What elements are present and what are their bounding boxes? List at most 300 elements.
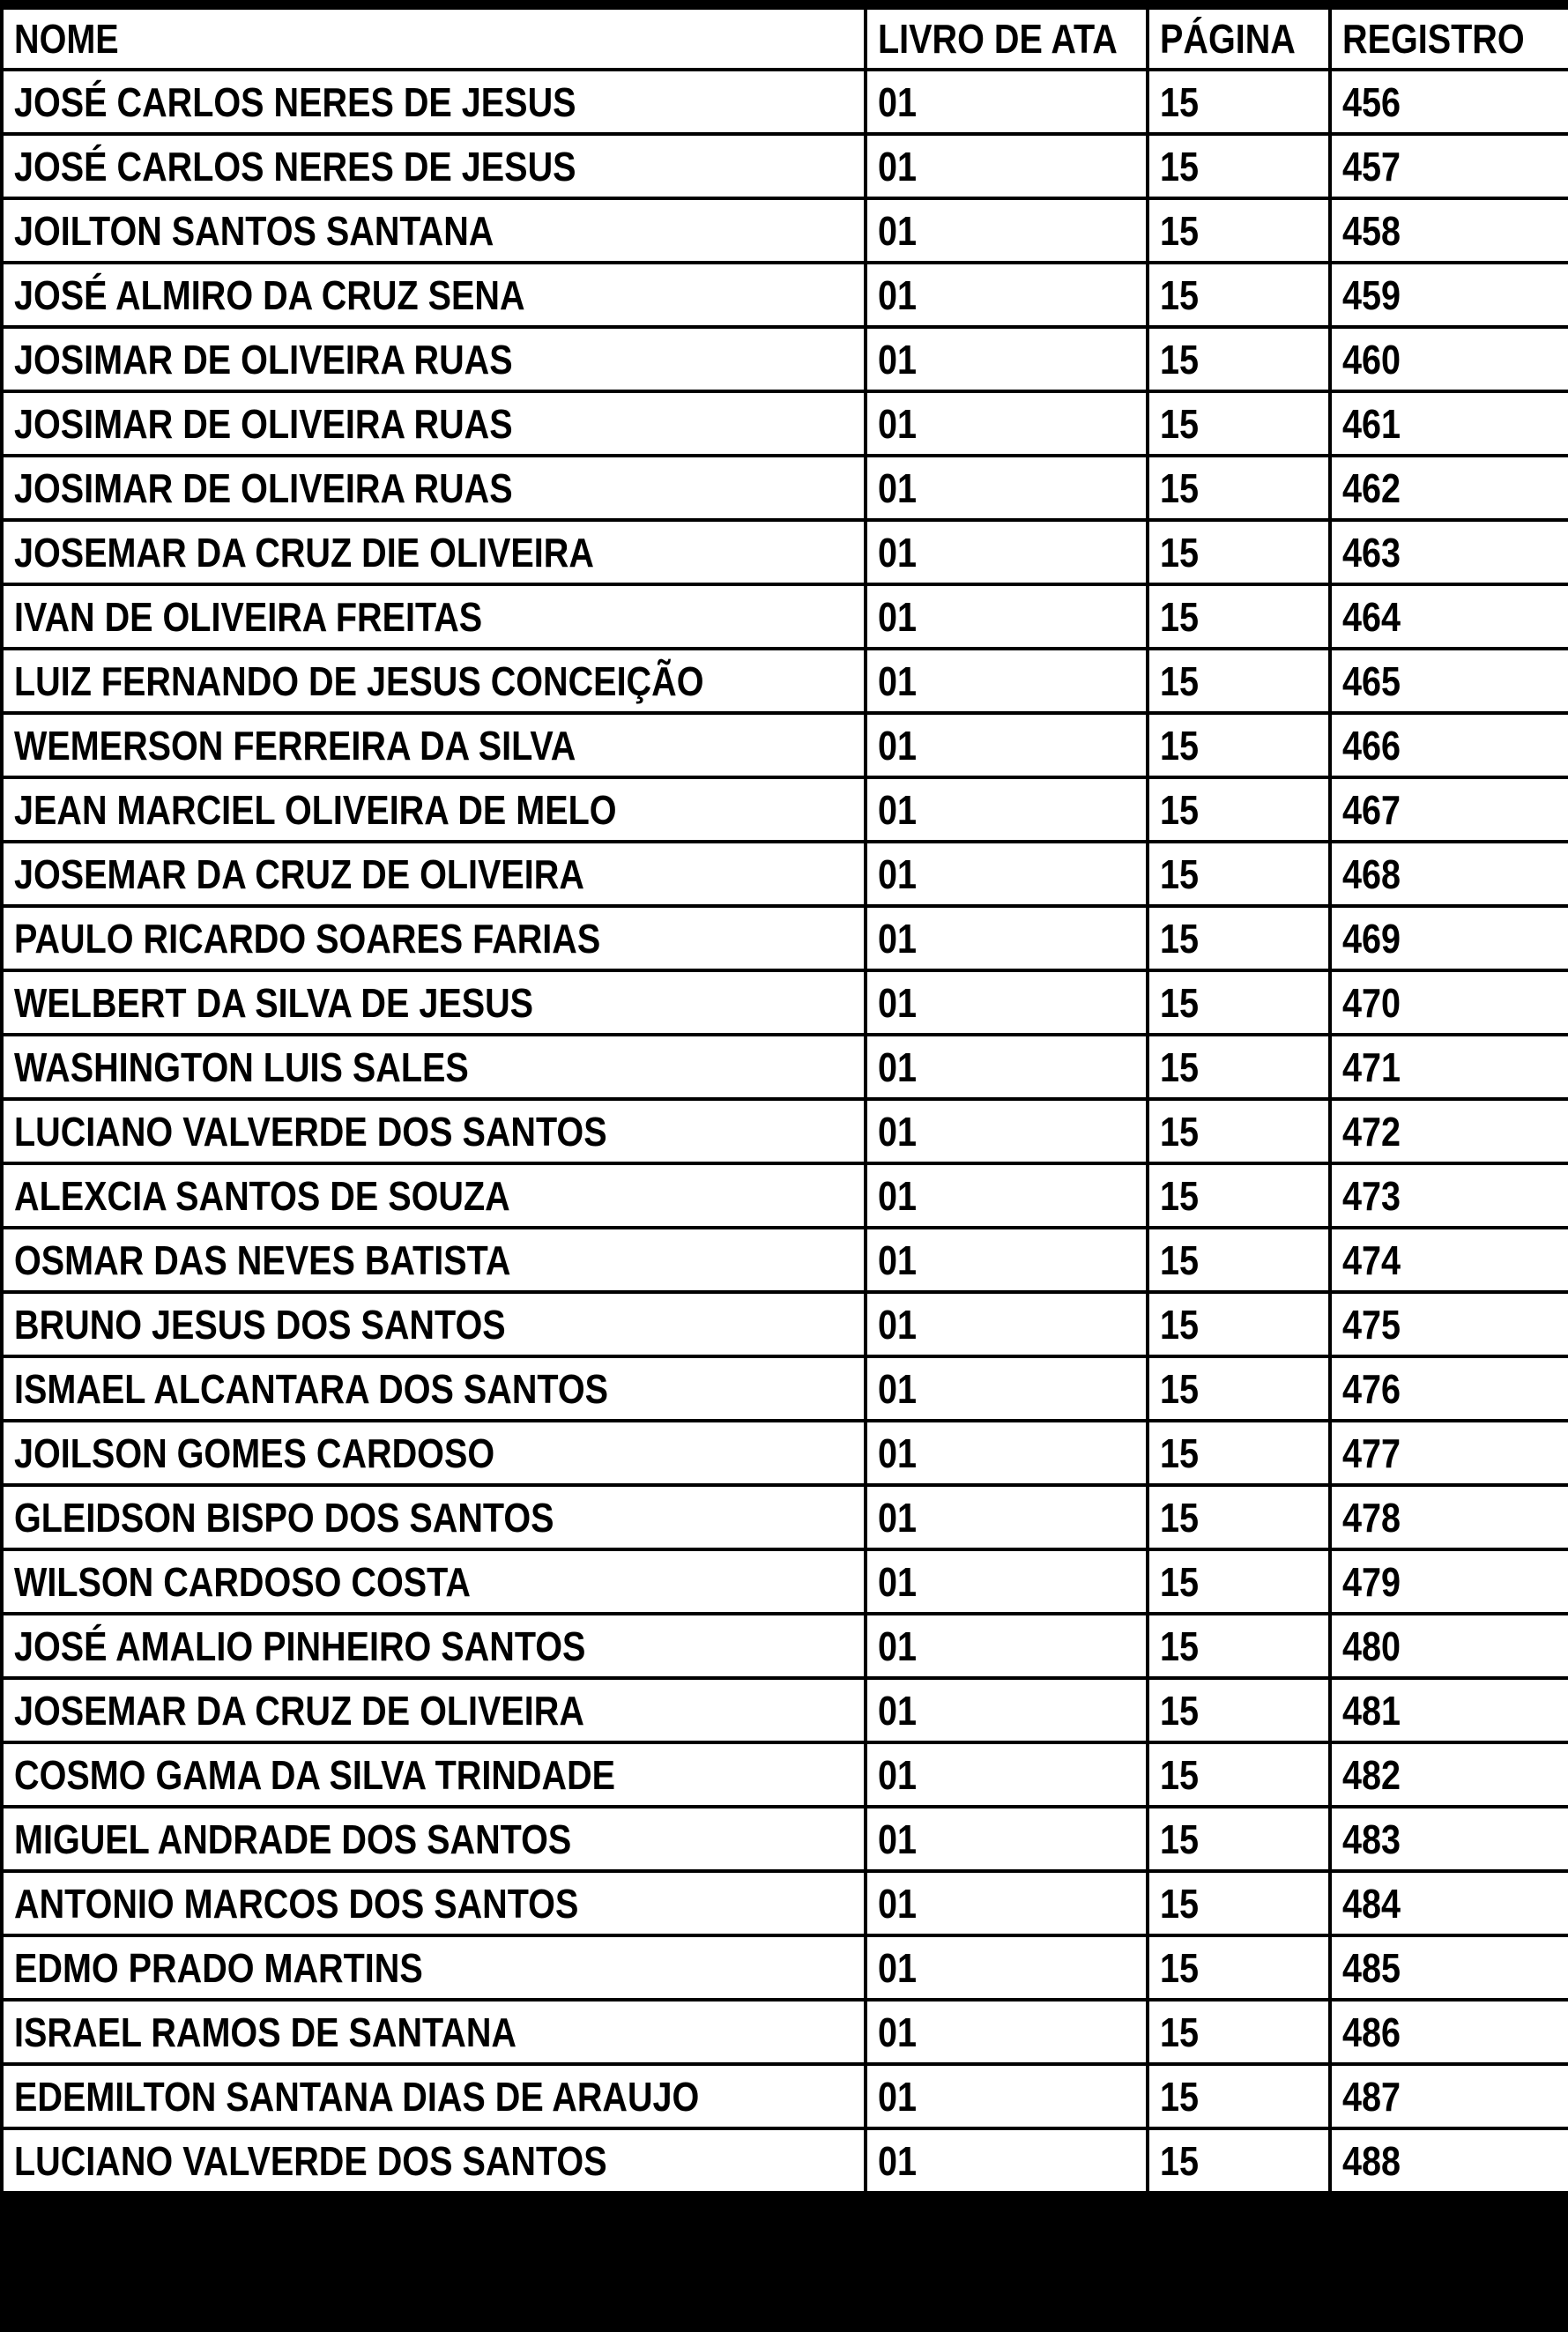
table-row bbox=[2, 391, 1568, 456]
cell-pagina bbox=[1148, 842, 1330, 906]
cell-pagina-text: 15 bbox=[1160, 1880, 1200, 1927]
cell-nome bbox=[2, 649, 866, 713]
cell-nome bbox=[2, 1292, 866, 1356]
cell-pagina-text: 15 bbox=[1160, 1430, 1200, 1476]
cell-nome-text: WEMERSON FERREIRA DA SILVA bbox=[14, 722, 576, 769]
cell-registro-text: 472 bbox=[1342, 1108, 1401, 1155]
cell-registro bbox=[1330, 456, 1568, 520]
cell-livro-de-ata bbox=[866, 1228, 1148, 1292]
cell-registro bbox=[1330, 1356, 1568, 1421]
cell-livro-de-ata-text: 01 bbox=[878, 2073, 918, 2120]
table-row bbox=[2, 1485, 1568, 1549]
cell-pagina bbox=[1148, 1485, 1330, 1549]
column-header-livro-de-ata bbox=[866, 8, 1148, 70]
cell-livro-de-ata-text: 01 bbox=[878, 1816, 918, 1862]
cell-registro bbox=[1330, 327, 1568, 391]
cell-nome-text: JOSIMAR DE OLIVEIRA RUAS bbox=[14, 336, 513, 382]
cell-nome-text: JOSÉ ALMIRO DA CRUZ SENA bbox=[14, 271, 525, 318]
cell-pagina bbox=[1148, 1292, 1330, 1356]
cell-livro-de-ata-text: 01 bbox=[878, 529, 918, 576]
cell-pagina-text: 15 bbox=[1160, 2009, 1200, 2055]
cell-pagina-text: 15 bbox=[1160, 78, 1200, 125]
cell-livro-de-ata-text: 01 bbox=[878, 1944, 918, 1991]
cell-livro-de-ata bbox=[866, 777, 1148, 842]
cell-registro-text: 463 bbox=[1342, 529, 1401, 576]
cell-livro-de-ata bbox=[866, 1807, 1148, 1871]
cell-registro-text: 474 bbox=[1342, 1237, 1401, 1283]
cell-livro-de-ata bbox=[866, 970, 1148, 1035]
cell-pagina bbox=[1148, 1678, 1330, 1742]
cell-nome-text: ISMAEL ALCANTARA DOS SANTOS bbox=[14, 1365, 609, 1412]
cell-registro bbox=[1330, 584, 1568, 649]
table-row bbox=[2, 1614, 1568, 1678]
table-row bbox=[2, 2000, 1568, 2064]
cell-livro-de-ata-text: 01 bbox=[878, 271, 918, 318]
cell-pagina-text: 15 bbox=[1160, 2137, 1200, 2184]
cell-nome bbox=[2, 584, 866, 649]
cell-livro-de-ata bbox=[866, 1678, 1148, 1742]
cell-nome bbox=[2, 2064, 866, 2128]
cell-pagina-text: 15 bbox=[1160, 1623, 1200, 1669]
cell-nome-text: GLEIDSON BISPO DOS SANTOS bbox=[14, 1494, 554, 1541]
cell-livro-de-ata bbox=[866, 391, 1148, 456]
cell-pagina bbox=[1148, 1099, 1330, 1163]
table-row bbox=[2, 1807, 1568, 1871]
cell-pagina-text: 15 bbox=[1160, 271, 1200, 318]
cell-nome bbox=[2, 713, 866, 777]
cell-pagina bbox=[1148, 456, 1330, 520]
cell-pagina bbox=[1148, 649, 1330, 713]
cell-registro-text: 480 bbox=[1342, 1623, 1401, 1669]
cell-pagina-text: 15 bbox=[1160, 915, 1200, 962]
cell-pagina bbox=[1148, 1421, 1330, 1485]
cell-nome-text: JOSÉ CARLOS NERES DE JESUS bbox=[14, 78, 576, 125]
cell-nome bbox=[2, 1035, 866, 1099]
cell-nome bbox=[2, 1163, 866, 1228]
cell-pagina-text: 15 bbox=[1160, 336, 1200, 382]
cell-nome-text: COSMO GAMA DA SILVA TRINDADE bbox=[14, 1751, 616, 1798]
cell-pagina-text: 15 bbox=[1160, 979, 1200, 1026]
cell-registro-text: 475 bbox=[1342, 1301, 1401, 1348]
cell-nome-text: ALEXCIA SANTOS DE SOUZA bbox=[14, 1172, 510, 1219]
cell-livro-de-ata-text: 01 bbox=[878, 2137, 918, 2184]
cell-livro-de-ata bbox=[866, 1163, 1148, 1228]
cell-pagina bbox=[1148, 134, 1330, 198]
table-row bbox=[2, 456, 1568, 520]
cell-registro bbox=[1330, 70, 1568, 134]
cell-pagina-text: 15 bbox=[1160, 1237, 1200, 1283]
cell-pagina bbox=[1148, 263, 1330, 327]
cell-livro-de-ata bbox=[866, 2000, 1148, 2064]
table-row bbox=[2, 2128, 1568, 2193]
cell-nome-text: LUIZ FERNANDO DE JESUS CONCEIÇÃO bbox=[14, 657, 704, 704]
cell-livro-de-ata bbox=[866, 456, 1148, 520]
cell-nome bbox=[2, 1742, 866, 1807]
cell-registro bbox=[1330, 1035, 1568, 1099]
cell-registro-text: 459 bbox=[1342, 271, 1401, 318]
cell-livro-de-ata bbox=[866, 649, 1148, 713]
cell-registro-text: 478 bbox=[1342, 1494, 1401, 1541]
cell-livro-de-ata bbox=[866, 1742, 1148, 1807]
cell-pagina bbox=[1148, 906, 1330, 970]
cell-pagina bbox=[1148, 2000, 1330, 2064]
column-header-pagina bbox=[1148, 8, 1330, 70]
cell-registro-text: 466 bbox=[1342, 722, 1401, 769]
cell-livro-de-ata-text: 01 bbox=[878, 1623, 918, 1669]
cell-pagina bbox=[1148, 391, 1330, 456]
cell-pagina-text: 15 bbox=[1160, 1365, 1200, 1412]
cell-nome bbox=[2, 1678, 866, 1742]
cell-registro bbox=[1330, 1935, 1568, 2000]
column-header-pagina-label: PÁGINA bbox=[1160, 16, 1296, 62]
cell-livro-de-ata-text: 01 bbox=[878, 78, 918, 125]
cell-registro bbox=[1330, 906, 1568, 970]
cell-pagina-text: 15 bbox=[1160, 1108, 1200, 1155]
cell-livro-de-ata-text: 01 bbox=[878, 915, 918, 962]
cell-nome bbox=[2, 70, 866, 134]
table-row bbox=[2, 1099, 1568, 1163]
cell-nome bbox=[2, 198, 866, 263]
registry-table bbox=[0, 6, 1568, 2195]
cell-livro-de-ata-text: 01 bbox=[878, 1494, 918, 1541]
cell-registro bbox=[1330, 1485, 1568, 1549]
cell-nome-text: JOSÉ CARLOS NERES DE JESUS bbox=[14, 143, 576, 189]
cell-livro-de-ata bbox=[866, 70, 1148, 134]
cell-registro bbox=[1330, 1292, 1568, 1356]
cell-livro-de-ata-text: 01 bbox=[878, 336, 918, 382]
cell-nome bbox=[2, 1614, 866, 1678]
cell-nome bbox=[2, 1871, 866, 1935]
cell-pagina bbox=[1148, 2128, 1330, 2193]
column-header-nome-label: NOME bbox=[14, 16, 119, 62]
cell-livro-de-ata bbox=[866, 520, 1148, 584]
table-row bbox=[2, 842, 1568, 906]
table-row bbox=[2, 1742, 1568, 1807]
cell-nome bbox=[2, 1228, 866, 1292]
cell-livro-de-ata-text: 01 bbox=[878, 143, 918, 189]
cell-nome bbox=[2, 777, 866, 842]
cell-livro-de-ata-text: 01 bbox=[878, 1751, 918, 1798]
cell-pagina-text: 15 bbox=[1160, 400, 1200, 447]
cell-livro-de-ata-text: 01 bbox=[878, 593, 918, 640]
table-row bbox=[2, 906, 1568, 970]
cell-nome bbox=[2, 1099, 866, 1163]
cell-livro-de-ata bbox=[866, 2128, 1148, 2193]
column-header-nome bbox=[2, 8, 866, 70]
cell-livro-de-ata bbox=[866, 263, 1148, 327]
cell-pagina bbox=[1148, 1228, 1330, 1292]
cell-nome bbox=[2, 906, 866, 970]
cell-livro-de-ata-text: 01 bbox=[878, 722, 918, 769]
cell-nome-text: JOSIMAR DE OLIVEIRA RUAS bbox=[14, 464, 513, 511]
cell-nome-text: JOSIMAR DE OLIVEIRA RUAS bbox=[14, 400, 513, 447]
cell-livro-de-ata-text: 01 bbox=[878, 400, 918, 447]
cell-pagina-text: 15 bbox=[1160, 786, 1200, 833]
cell-nome bbox=[2, 1485, 866, 1549]
cell-livro-de-ata-text: 01 bbox=[878, 1880, 918, 1927]
cell-registro-text: 477 bbox=[1342, 1430, 1401, 1476]
cell-registro-text: 469 bbox=[1342, 915, 1401, 962]
cell-livro-de-ata bbox=[866, 1421, 1148, 1485]
cell-nome-text: JOILSON GOMES CARDOSO bbox=[14, 1430, 495, 1476]
cell-nome bbox=[2, 263, 866, 327]
cell-nome bbox=[2, 1356, 866, 1421]
cell-pagina-text: 15 bbox=[1160, 657, 1200, 704]
cell-registro bbox=[1330, 1421, 1568, 1485]
cell-registro-text: 456 bbox=[1342, 78, 1401, 125]
cell-livro-de-ata bbox=[866, 584, 1148, 649]
cell-registro-text: 470 bbox=[1342, 979, 1401, 1026]
cell-livro-de-ata bbox=[866, 134, 1148, 198]
cell-registro bbox=[1330, 134, 1568, 198]
cell-registro bbox=[1330, 2000, 1568, 2064]
cell-pagina-text: 15 bbox=[1160, 722, 1200, 769]
cell-nome-text: WILSON CARDOSO COSTA bbox=[14, 1558, 471, 1605]
cell-livro-de-ata-text: 01 bbox=[878, 464, 918, 511]
cell-registro-text: 481 bbox=[1342, 1687, 1401, 1734]
cell-pagina bbox=[1148, 1807, 1330, 1871]
cell-livro-de-ata-text: 01 bbox=[878, 1558, 918, 1605]
cell-nome-text: OSMAR DAS NEVES BATISTA bbox=[14, 1237, 511, 1283]
table-row bbox=[2, 1871, 1568, 1935]
cell-livro-de-ata bbox=[866, 1485, 1148, 1549]
cell-pagina-text: 15 bbox=[1160, 1494, 1200, 1541]
cell-registro-text: 461 bbox=[1342, 400, 1401, 447]
column-header-registro-label: REGISTRO bbox=[1342, 16, 1525, 62]
cell-registro-text: 484 bbox=[1342, 1880, 1401, 1927]
cell-pagina-text: 15 bbox=[1160, 1301, 1200, 1348]
cell-registro-text: 457 bbox=[1342, 143, 1401, 189]
cell-registro-text: 479 bbox=[1342, 1558, 1401, 1605]
cell-livro-de-ata-text: 01 bbox=[878, 786, 918, 833]
cell-pagina-text: 15 bbox=[1160, 1816, 1200, 1862]
cell-pagina bbox=[1148, 970, 1330, 1035]
cell-livro-de-ata-text: 01 bbox=[878, 657, 918, 704]
cell-registro bbox=[1330, 1099, 1568, 1163]
cell-registro bbox=[1330, 391, 1568, 456]
table-row bbox=[2, 584, 1568, 649]
cell-pagina bbox=[1148, 1549, 1330, 1614]
cell-nome bbox=[2, 2128, 866, 2193]
cell-pagina bbox=[1148, 327, 1330, 391]
cell-nome-text: PAULO RICARDO SOARES FARIAS bbox=[14, 915, 601, 962]
cell-pagina bbox=[1148, 1614, 1330, 1678]
table-row bbox=[2, 1935, 1568, 2000]
cell-livro-de-ata-text: 01 bbox=[878, 850, 918, 897]
cell-registro-text: 473 bbox=[1342, 1172, 1401, 1219]
cell-nome bbox=[2, 327, 866, 391]
cell-pagina bbox=[1148, 520, 1330, 584]
cell-nome-text: EDMO PRADO MARTINS bbox=[14, 1944, 423, 1991]
cell-registro-text: 476 bbox=[1342, 1365, 1401, 1412]
cell-pagina-text: 15 bbox=[1160, 207, 1200, 254]
cell-livro-de-ata-text: 01 bbox=[878, 207, 918, 254]
table-row bbox=[2, 1421, 1568, 1485]
cell-nome bbox=[2, 1935, 866, 2000]
table-row bbox=[2, 1035, 1568, 1099]
cell-pagina-text: 15 bbox=[1160, 593, 1200, 640]
cell-nome-text: IVAN DE OLIVEIRA FREITAS bbox=[14, 593, 483, 640]
table-row bbox=[2, 1163, 1568, 1228]
table-row bbox=[2, 1228, 1568, 1292]
cell-livro-de-ata-text: 01 bbox=[878, 1430, 918, 1476]
cell-nome bbox=[2, 456, 866, 520]
cell-nome-text: WASHINGTON LUIS SALES bbox=[14, 1043, 469, 1090]
cell-registro bbox=[1330, 2064, 1568, 2128]
cell-registro bbox=[1330, 1614, 1568, 1678]
table-row bbox=[2, 649, 1568, 713]
cell-registro-text: 468 bbox=[1342, 850, 1401, 897]
cell-pagina bbox=[1148, 1356, 1330, 1421]
cell-livro-de-ata bbox=[866, 1292, 1148, 1356]
cell-nome bbox=[2, 970, 866, 1035]
cell-nome bbox=[2, 391, 866, 456]
cell-registro-text: 486 bbox=[1342, 2009, 1401, 2055]
cell-registro-text: 487 bbox=[1342, 2073, 1401, 2120]
cell-registro-text: 460 bbox=[1342, 336, 1401, 382]
cell-pagina bbox=[1148, 1871, 1330, 1935]
cell-pagina-text: 15 bbox=[1160, 1043, 1200, 1090]
cell-nome bbox=[2, 1421, 866, 1485]
cell-pagina bbox=[1148, 713, 1330, 777]
cell-registro-text: 482 bbox=[1342, 1751, 1401, 1798]
cell-livro-de-ata-text: 01 bbox=[878, 1043, 918, 1090]
cell-nome-text: WELBERT DA SILVA DE JESUS bbox=[14, 979, 534, 1026]
cell-pagina-text: 15 bbox=[1160, 464, 1200, 511]
cell-pagina bbox=[1148, 2064, 1330, 2128]
cell-registro-text: 465 bbox=[1342, 657, 1401, 704]
cell-livro-de-ata bbox=[866, 1099, 1148, 1163]
cell-livro-de-ata bbox=[866, 1035, 1148, 1099]
cell-nome-text: ISRAEL RAMOS DE SANTANA bbox=[14, 2009, 516, 2055]
cell-registro bbox=[1330, 263, 1568, 327]
cell-pagina bbox=[1148, 70, 1330, 134]
table-row bbox=[2, 1356, 1568, 1421]
cell-livro-de-ata bbox=[866, 1356, 1148, 1421]
cell-registro bbox=[1330, 1742, 1568, 1807]
cell-pagina-text: 15 bbox=[1160, 1751, 1200, 1798]
cell-pagina bbox=[1148, 1935, 1330, 2000]
cell-nome bbox=[2, 2000, 866, 2064]
cell-registro bbox=[1330, 713, 1568, 777]
cell-nome-text: LUCIANO VALVERDE DOS SANTOS bbox=[14, 1108, 607, 1155]
cell-livro-de-ata bbox=[866, 1871, 1148, 1935]
cell-pagina-text: 15 bbox=[1160, 1687, 1200, 1734]
cell-registro bbox=[1330, 1678, 1568, 1742]
cell-livro-de-ata-text: 01 bbox=[878, 2009, 918, 2055]
cell-livro-de-ata bbox=[866, 2064, 1148, 2128]
cell-registro bbox=[1330, 1228, 1568, 1292]
cell-livro-de-ata bbox=[866, 713, 1148, 777]
cell-nome-text: MIGUEL ANDRADE DOS SANTOS bbox=[14, 1816, 572, 1862]
column-header-livro-de-ata-label: LIVRO DE ATA bbox=[878, 16, 1118, 62]
cell-nome-text: JOSÉ AMALIO PINHEIRO SANTOS bbox=[14, 1623, 586, 1669]
cell-livro-de-ata bbox=[866, 198, 1148, 263]
cell-registro-text: 458 bbox=[1342, 207, 1401, 254]
table-row bbox=[2, 198, 1568, 263]
cell-registro bbox=[1330, 1163, 1568, 1228]
cell-registro-text: 483 bbox=[1342, 1816, 1401, 1862]
cell-registro bbox=[1330, 1807, 1568, 1871]
cell-livro-de-ata-text: 01 bbox=[878, 1172, 918, 1219]
cell-nome bbox=[2, 1807, 866, 1871]
table-row bbox=[2, 1292, 1568, 1356]
cell-pagina-text: 15 bbox=[1160, 1944, 1200, 1991]
table-row bbox=[2, 327, 1568, 391]
cell-livro-de-ata bbox=[866, 906, 1148, 970]
cell-nome bbox=[2, 842, 866, 906]
table-row bbox=[2, 263, 1568, 327]
cell-nome bbox=[2, 134, 866, 198]
cell-livro-de-ata bbox=[866, 1614, 1148, 1678]
cell-pagina bbox=[1148, 1742, 1330, 1807]
cell-registro-text: 462 bbox=[1342, 464, 1401, 511]
cell-registro bbox=[1330, 970, 1568, 1035]
cell-nome-text: LUCIANO VALVERDE DOS SANTOS bbox=[14, 2137, 607, 2184]
cell-registro bbox=[1330, 198, 1568, 263]
cell-nome-text: JOSEMAR DA CRUZ DIE OLIVEIRA bbox=[14, 529, 594, 576]
cell-nome-text: JOILTON SANTOS SANTANA bbox=[14, 207, 494, 254]
cell-pagina-text: 15 bbox=[1160, 1558, 1200, 1605]
cell-livro-de-ata-text: 01 bbox=[878, 1108, 918, 1155]
cell-registro-text: 488 bbox=[1342, 2137, 1401, 2184]
cell-registro-text: 467 bbox=[1342, 786, 1401, 833]
cell-livro-de-ata bbox=[866, 1549, 1148, 1614]
cell-nome-text: ANTONIO MARCOS DOS SANTOS bbox=[14, 1880, 579, 1927]
cell-pagina bbox=[1148, 584, 1330, 649]
cell-pagina-text: 15 bbox=[1160, 143, 1200, 189]
cell-livro-de-ata-text: 01 bbox=[878, 1237, 918, 1283]
cell-pagina bbox=[1148, 1163, 1330, 1228]
cell-registro-text: 485 bbox=[1342, 1944, 1401, 1991]
column-header-registro bbox=[1330, 8, 1568, 70]
cell-pagina-text: 15 bbox=[1160, 2073, 1200, 2120]
cell-nome-text: JOSEMAR DA CRUZ DE OLIVEIRA bbox=[14, 850, 584, 897]
table-row bbox=[2, 2064, 1568, 2128]
table-row bbox=[2, 777, 1568, 842]
table-row bbox=[2, 520, 1568, 584]
cell-pagina bbox=[1148, 1035, 1330, 1099]
cell-pagina bbox=[1148, 198, 1330, 263]
cell-livro-de-ata-text: 01 bbox=[878, 1301, 918, 1348]
cell-pagina-text: 15 bbox=[1160, 529, 1200, 576]
cell-pagina-text: 15 bbox=[1160, 1172, 1200, 1219]
cell-pagina bbox=[1148, 777, 1330, 842]
cell-pagina-text: 15 bbox=[1160, 850, 1200, 897]
cell-nome-text: JOSEMAR DA CRUZ DE OLIVEIRA bbox=[14, 1687, 584, 1734]
table-row bbox=[2, 134, 1568, 198]
table-header-row bbox=[2, 8, 1568, 70]
cell-nome bbox=[2, 520, 866, 584]
cell-nome-text: BRUNO JESUS DOS SANTOS bbox=[14, 1301, 506, 1348]
cell-registro bbox=[1330, 520, 1568, 584]
cell-registro bbox=[1330, 1549, 1568, 1614]
cell-nome-text: EDEMILTON SANTANA DIAS DE ARAUJO bbox=[14, 2073, 700, 2120]
table-row bbox=[2, 713, 1568, 777]
cell-registro bbox=[1330, 777, 1568, 842]
cell-livro-de-ata-text: 01 bbox=[878, 979, 918, 1026]
table-row bbox=[2, 70, 1568, 134]
cell-registro-text: 464 bbox=[1342, 593, 1401, 640]
cell-livro-de-ata bbox=[866, 842, 1148, 906]
cell-registro bbox=[1330, 2128, 1568, 2193]
cell-registro bbox=[1330, 1871, 1568, 1935]
cell-livro-de-ata bbox=[866, 327, 1148, 391]
table-body bbox=[2, 70, 1568, 2193]
cell-registro bbox=[1330, 649, 1568, 713]
cell-livro-de-ata bbox=[866, 1935, 1148, 2000]
table-row bbox=[2, 1549, 1568, 1614]
